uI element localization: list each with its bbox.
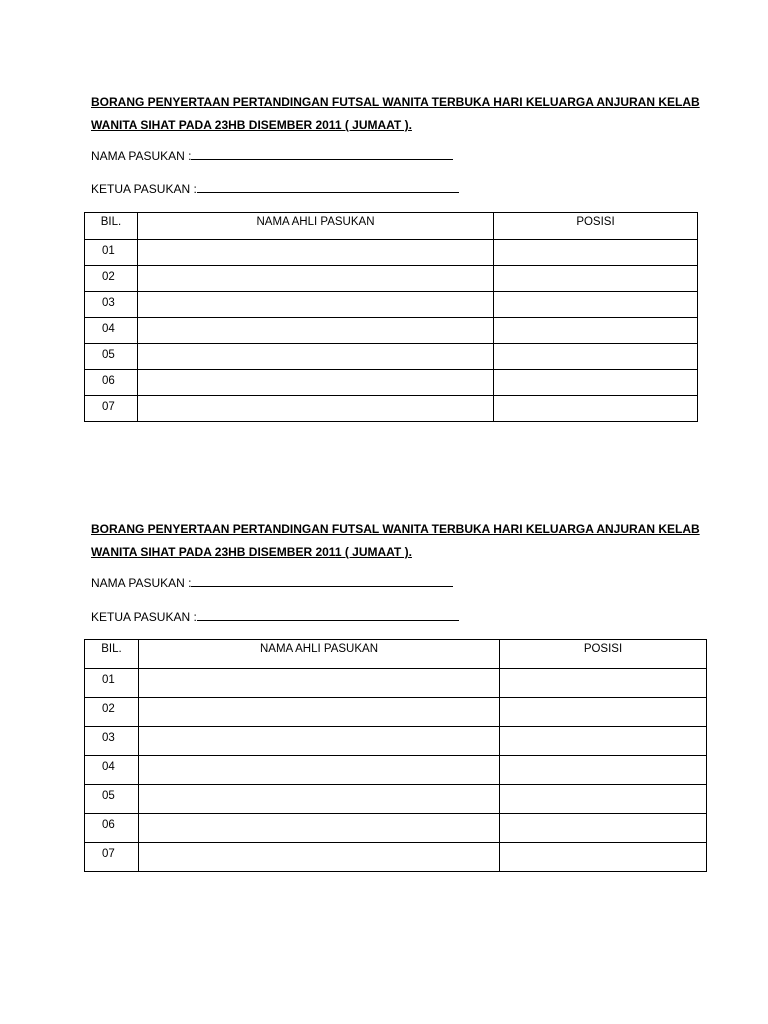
captain-field (91, 609, 459, 624)
member-name-cell[interactable] (138, 344, 494, 370)
table-header-row (85, 640, 707, 669)
table-row (85, 785, 707, 814)
header-position: POSISI (494, 213, 698, 240)
row-number: 04 (85, 756, 139, 785)
table-row (85, 318, 698, 344)
form-title (91, 91, 711, 137)
member-name-cell[interactable] (138, 266, 494, 292)
member-name-cell[interactable] (139, 698, 500, 727)
row-number: 02 (85, 698, 139, 727)
member-name-cell[interactable] (138, 240, 494, 266)
form-title-line-1: BORANG PENYERTAAN PERTANDINGAN FUTSAL WANITA TERBUKA HARI KELUARGA ANJURAN KELAB (91, 95, 700, 109)
form-title (91, 518, 711, 564)
position-cell[interactable] (500, 669, 707, 698)
row-number: 03 (85, 727, 139, 756)
header-bil: BIL. (85, 640, 139, 669)
row-number: 01 (85, 669, 139, 698)
position-cell[interactable] (500, 843, 707, 872)
captain-label: KETUA PASUKAN : (91, 610, 197, 624)
member-table (84, 639, 707, 872)
row-number: 07 (85, 843, 139, 872)
table-row (85, 292, 698, 318)
member-name-cell[interactable] (139, 785, 500, 814)
table-header-row (85, 213, 698, 240)
table-row (85, 814, 707, 843)
team-name-blank[interactable] (191, 575, 453, 587)
position-cell[interactable] (500, 756, 707, 785)
member-name-cell[interactable] (139, 756, 500, 785)
position-cell[interactable] (494, 292, 698, 318)
member-name-cell[interactable] (139, 669, 500, 698)
form-title-line-1: BORANG PENYERTAAN PERTANDINGAN FUTSAL WANITA TERBUKA HARI KELUARGA ANJURAN KELAB (91, 522, 700, 536)
member-name-cell[interactable] (138, 318, 494, 344)
table-row (85, 727, 707, 756)
member-name-cell[interactable] (138, 292, 494, 318)
table-row (85, 344, 698, 370)
position-cell[interactable] (500, 698, 707, 727)
team-name-label: NAMA PASUKAN : (91, 149, 192, 163)
position-cell[interactable] (494, 396, 698, 422)
team-name-field (91, 148, 453, 163)
table-row (85, 756, 707, 785)
captain-label: KETUA PASUKAN : (91, 182, 197, 196)
table-row (85, 843, 707, 872)
row-number: 06 (85, 370, 138, 396)
form-title-line-2: WANITA SIHAT PADA 23HB DISEMBER 2011 ( JUMAAT ). (91, 545, 412, 559)
captain-blank[interactable] (197, 609, 459, 621)
member-name-cell[interactable] (139, 814, 500, 843)
team-name-blank[interactable] (191, 148, 453, 160)
table-row (85, 396, 698, 422)
row-number: 06 (85, 814, 139, 843)
table-row (85, 240, 698, 266)
member-name-cell[interactable] (138, 396, 494, 422)
position-cell[interactable] (494, 318, 698, 344)
member-name-cell[interactable] (139, 843, 500, 872)
header-member-name: NAMA AHLI PASUKAN (139, 640, 500, 669)
team-name-field (91, 575, 453, 590)
row-number: 07 (85, 396, 138, 422)
position-cell[interactable] (500, 814, 707, 843)
table-row (85, 370, 698, 396)
table-row (85, 669, 707, 698)
position-cell[interactable] (500, 727, 707, 756)
row-number: 05 (85, 344, 138, 370)
captain-field (91, 181, 459, 196)
member-table (84, 212, 698, 422)
captain-blank[interactable] (197, 181, 459, 193)
position-cell[interactable] (494, 344, 698, 370)
table-row (85, 266, 698, 292)
member-name-cell[interactable] (138, 370, 494, 396)
row-number: 05 (85, 785, 139, 814)
header-bil: BIL. (85, 213, 138, 240)
header-position: POSISI (500, 640, 707, 669)
row-number: 01 (85, 240, 138, 266)
row-number: 04 (85, 318, 138, 344)
row-number: 03 (85, 292, 138, 318)
member-name-cell[interactable] (139, 727, 500, 756)
team-name-label: NAMA PASUKAN : (91, 576, 192, 590)
header-member-name: NAMA AHLI PASUKAN (138, 213, 494, 240)
table-row (85, 698, 707, 727)
form-title-line-2: WANITA SIHAT PADA 23HB DISEMBER 2011 ( JUMAAT ). (91, 118, 412, 132)
position-cell[interactable] (494, 240, 698, 266)
position-cell[interactable] (494, 370, 698, 396)
row-number: 02 (85, 266, 138, 292)
position-cell[interactable] (500, 785, 707, 814)
position-cell[interactable] (494, 266, 698, 292)
